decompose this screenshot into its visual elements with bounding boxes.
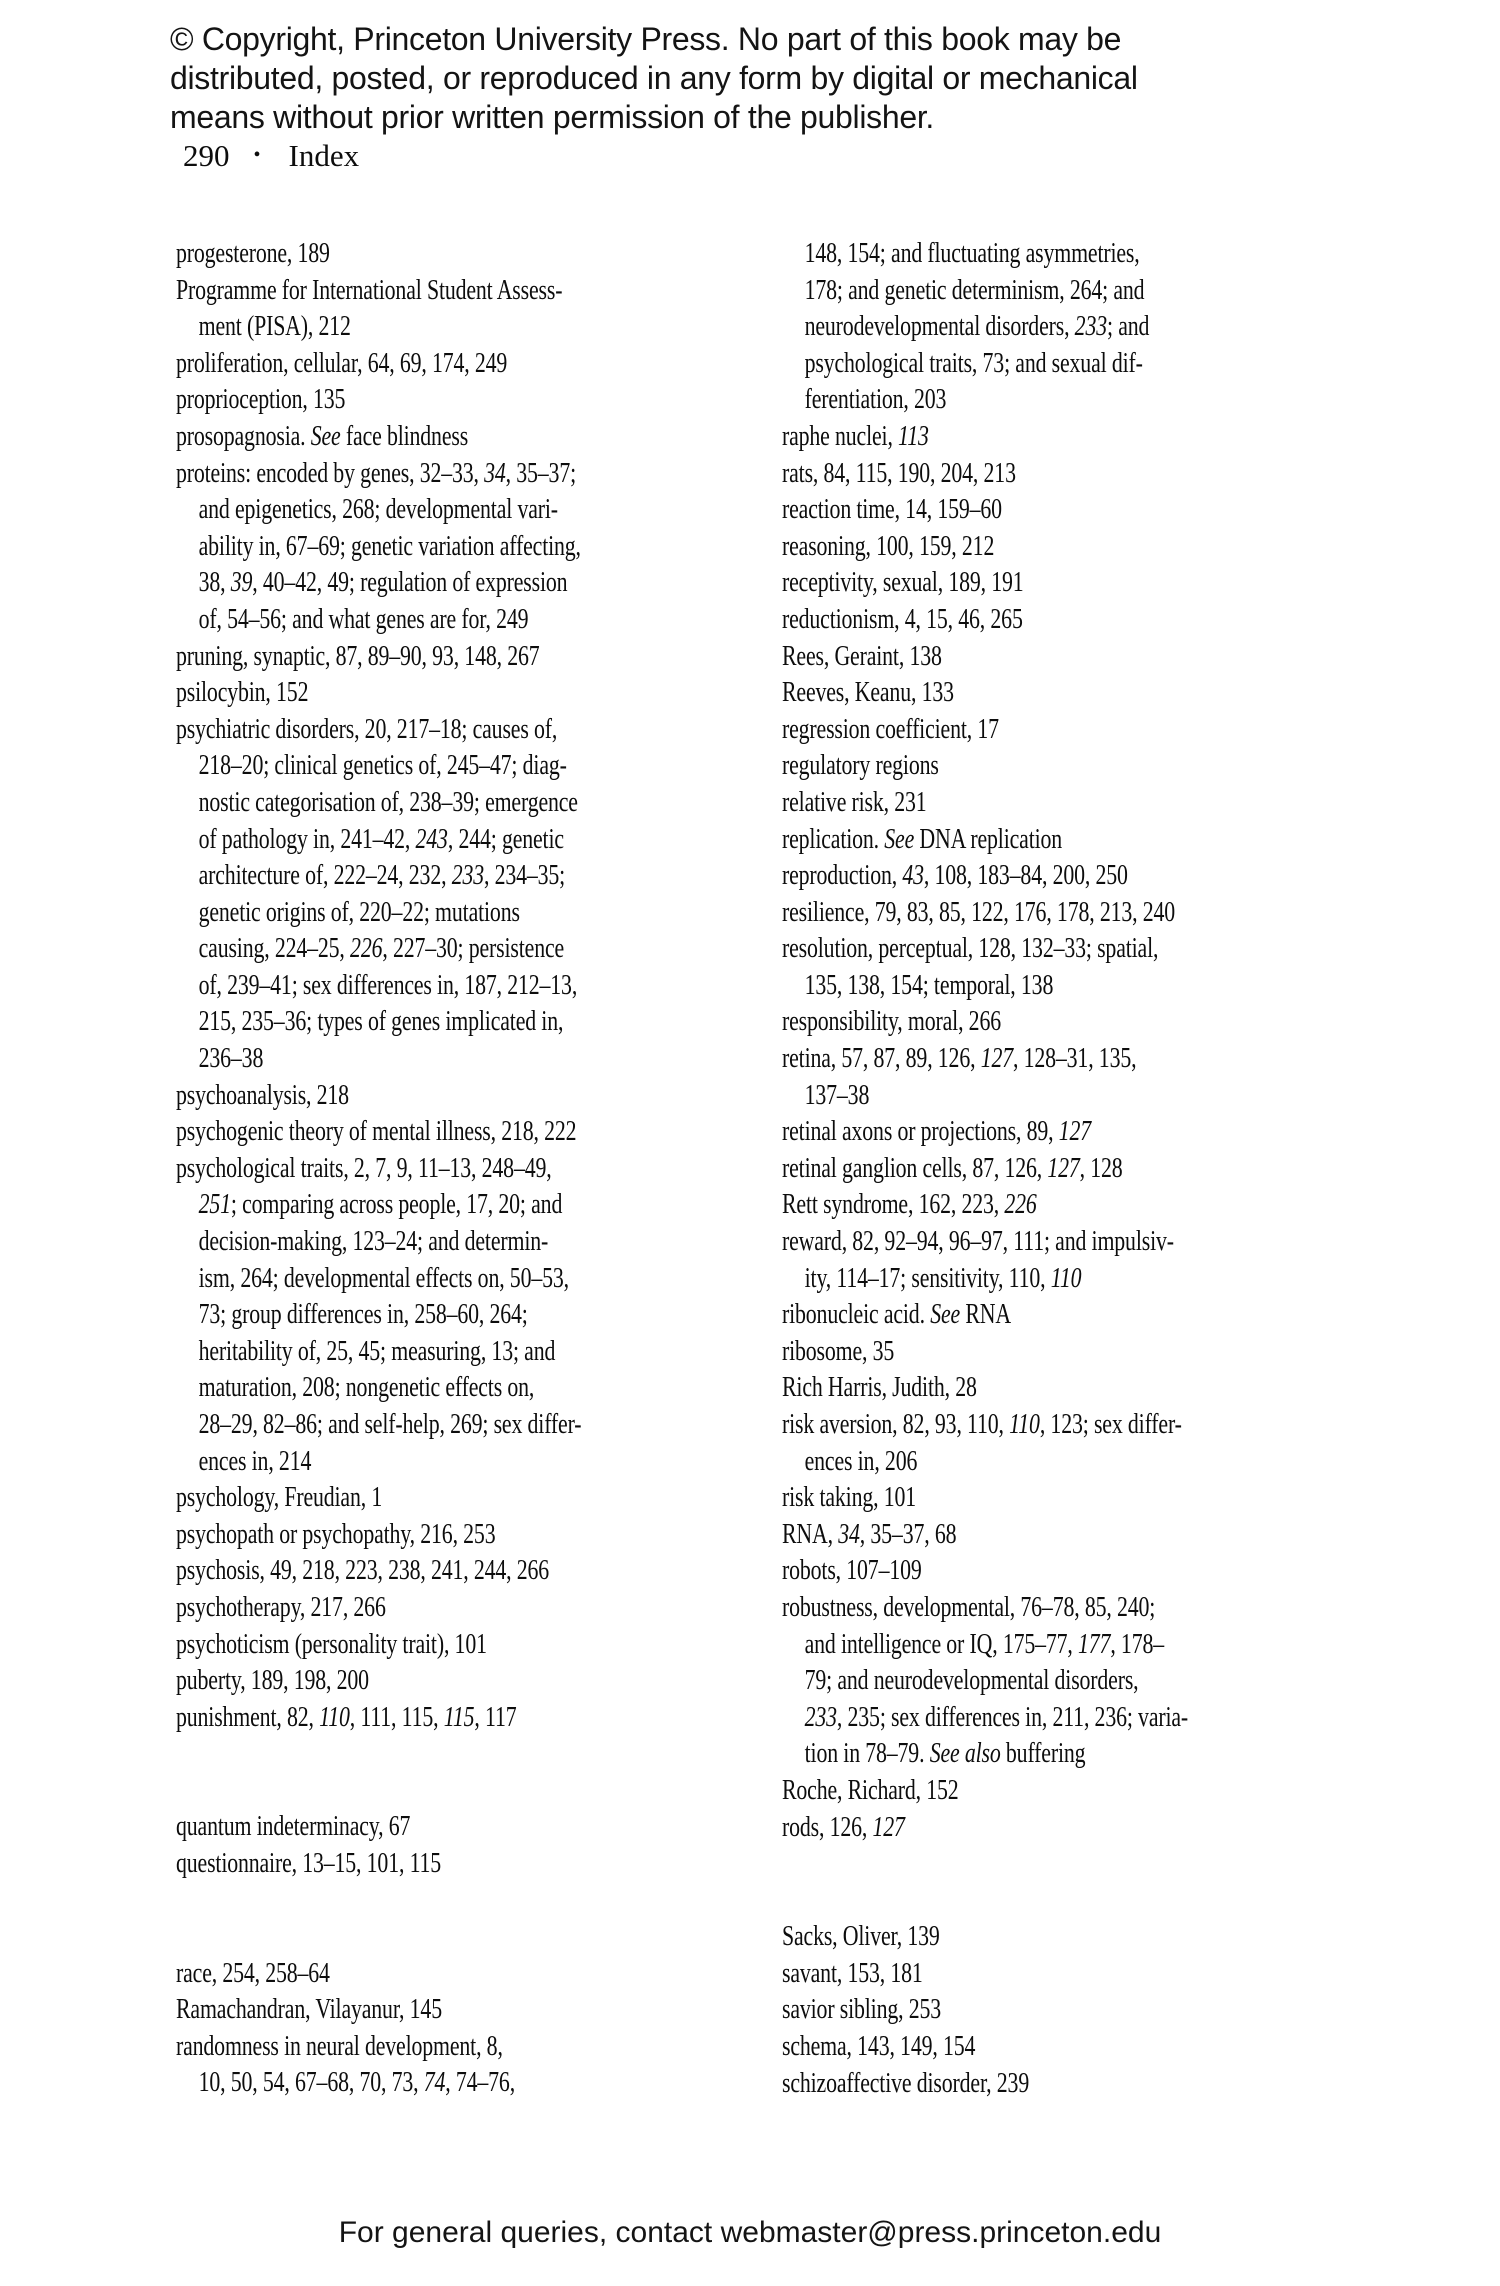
index-line-text: psychological traits, 2, 7, 9, 11–13, 248–49, xyxy=(176,1152,552,1184)
index-line xyxy=(176,419,581,456)
index-line xyxy=(176,1480,581,1517)
index-line-text: psychotherapy, 217, 266 xyxy=(176,1591,386,1623)
index-line-text: ment (PISA), 212 xyxy=(198,311,351,343)
index-line-text: ; and xyxy=(1106,311,1150,343)
index-line xyxy=(176,382,581,419)
index-line-text: rods, 126, xyxy=(782,1811,873,1843)
index-line xyxy=(782,346,1188,383)
index-line-text: heritability of, 25, 45; measuring, 13; and xyxy=(198,1335,556,1367)
index-line xyxy=(782,895,1188,932)
index-line-italic-text: See xyxy=(930,1299,961,1331)
index-line xyxy=(782,968,1188,1005)
index-line xyxy=(176,1261,581,1298)
index-line-text: , 35–37, 68 xyxy=(859,1518,957,1550)
index-line xyxy=(176,1663,581,1700)
index-line-italic-text: 39 xyxy=(230,567,253,599)
index-line xyxy=(782,1444,1188,1481)
index-line-italic-text: 226 xyxy=(1004,1189,1037,1221)
index-line-text: , 244; genetic xyxy=(447,823,564,855)
index-line xyxy=(176,456,581,493)
index-line xyxy=(782,1736,1188,1773)
index-line xyxy=(782,639,1188,676)
index-line-text: schizoaffective disorder, 239 xyxy=(782,2067,1030,2099)
index-line-text: 73; group differences in, 258–60, 264; xyxy=(198,1299,528,1331)
index-line-text: responsibility, moral, 266 xyxy=(782,1006,1001,1038)
index-line-text: progesterone, 189 xyxy=(176,238,330,269)
index-line-text: ribosome, 35 xyxy=(782,1335,895,1367)
index-line xyxy=(782,1773,1188,1810)
index-line xyxy=(176,1553,581,1590)
index-line-text: reductionism, 4, 15, 46, 265 xyxy=(782,603,1023,635)
index-line xyxy=(176,1956,581,1993)
index-line-text: regulatory regions xyxy=(782,750,939,782)
index-line xyxy=(782,492,1188,529)
index-line-text: , 178– xyxy=(1110,1628,1164,1660)
index-line-text: 10, 50, 54, 67–68, 70, 73, xyxy=(198,2067,424,2099)
index-line xyxy=(782,1041,1188,1078)
index-line-text: , 123; sex differ- xyxy=(1039,1409,1182,1440)
index-line-text: decision-making, 123–24; and determin- xyxy=(198,1226,549,1258)
index-line xyxy=(176,785,581,822)
index-line-text: resolution, perceptual, 128, 132–33; spatial, xyxy=(782,933,1159,965)
index-line-text: DNA replication xyxy=(914,823,1063,855)
index-line xyxy=(176,273,581,310)
copyright-line: © Copyright, Princeton University Press. No part of this book may be xyxy=(170,21,1122,57)
running-head xyxy=(183,138,359,174)
index-line xyxy=(176,1151,581,1188)
index-line-text: risk aversion, 82, 93, 110, xyxy=(782,1409,1010,1440)
index-line xyxy=(176,1078,581,1115)
index-line-text: proliferation, cellular, 64, 69, 174, 249 xyxy=(176,347,508,379)
index-line-text: 148, 154; and fluctuating asymmetries, xyxy=(804,238,1140,269)
index-line-text: buffering xyxy=(1000,1738,1086,1770)
index-line xyxy=(782,236,1188,273)
index-line-text: , 234–35; xyxy=(483,860,566,892)
index-line xyxy=(176,1187,581,1224)
index-line-text: , 117 xyxy=(474,1701,517,1733)
index-line-text: neurodevelopmental disorders, xyxy=(804,311,1075,343)
index-line xyxy=(782,1114,1188,1151)
index-line xyxy=(782,2066,1188,2103)
index-line xyxy=(782,748,1188,785)
index-line-text: psychopath or psychopathy, 216, 253 xyxy=(176,1518,496,1550)
index-line xyxy=(782,675,1188,712)
index-line-italic-text: 115 xyxy=(443,1701,475,1733)
index-line xyxy=(782,602,1188,639)
index-line-text: 218–20; clinical genetics of, 245–47; diag- xyxy=(198,750,567,782)
index-line-italic-text: See xyxy=(310,420,341,452)
index-line-text: , 128–31, 135, xyxy=(1013,1043,1137,1075)
index-block xyxy=(782,236,1188,1846)
index-line xyxy=(782,1480,1188,1517)
index-line-text: Roche, Richard, 152 xyxy=(782,1774,959,1806)
index-line-italic-text: 110 xyxy=(1009,1409,1040,1440)
index-line xyxy=(782,2029,1188,2066)
index-line xyxy=(782,1407,1188,1444)
index-line-text: RNA, xyxy=(782,1518,839,1550)
index-line-text: savant, 153, 181 xyxy=(782,1957,923,1989)
index-line-text: ity, 114–17; sensitivity, 110, xyxy=(804,1262,1051,1294)
index-line xyxy=(782,1370,1188,1407)
index-line-italic-text: 74 xyxy=(423,2067,446,2099)
index-line-text: regression coefficient, 17 xyxy=(782,713,999,745)
index-block xyxy=(176,1809,581,1882)
index-line-text: pruning, synaptic, 87, 89–90, 93, 148, 267 xyxy=(176,640,540,672)
index-line-text: psychogenic theory of mental illness, 218, 222 xyxy=(176,1116,577,1148)
index-line-text: race, 254, 258–64 xyxy=(176,1957,330,1989)
index-line-text: and epigenetics, 268; developmental vari- xyxy=(198,494,558,526)
index-line xyxy=(176,1700,581,1737)
index-line xyxy=(782,1261,1188,1298)
index-line xyxy=(176,748,581,785)
copyright-line: distributed, posted, or reproduced in any form by digital or mechanical xyxy=(170,60,1138,96)
index-line-text: ferentiation, 203 xyxy=(804,384,947,416)
index-line xyxy=(782,1956,1188,1993)
index-line xyxy=(782,382,1188,419)
index-line xyxy=(782,1992,1188,2029)
index-line-text: quantum indeterminacy, 67 xyxy=(176,1811,411,1843)
index-line xyxy=(782,273,1188,310)
index-line-text: psilocybin, 152 xyxy=(176,677,309,709)
index-line xyxy=(782,1700,1188,1737)
index-line-text: ability in, 67–69; genetic variation affecting, xyxy=(198,530,581,562)
index-line-text: savior sibling, 253 xyxy=(782,1994,942,2026)
index-line xyxy=(782,1297,1188,1334)
index-line-text: nostic categorisation of, 238–39; emergence xyxy=(198,786,578,818)
index-line-text: architecture of, 222–24, 232, xyxy=(198,860,452,892)
index-line xyxy=(782,1627,1188,1664)
index-column-left xyxy=(176,236,581,2102)
index-line xyxy=(782,1151,1188,1188)
index-line-text: face blindness xyxy=(340,420,469,452)
index-line-text: , 74–76, xyxy=(445,2067,516,2099)
index-column-right xyxy=(782,236,1188,2102)
index-line xyxy=(782,1004,1188,1041)
index-line-italic-text: 34 xyxy=(838,1518,860,1550)
index-line-italic-text: 127 xyxy=(980,1043,1014,1075)
index-line-italic-text: 233 xyxy=(804,1701,837,1733)
index-line-text: 236–38 xyxy=(198,1043,264,1075)
index-line-text: tion in 78–79. xyxy=(804,1738,930,1770)
index-line-text: reproduction, xyxy=(782,860,903,892)
index-line-text: Reeves, Keanu, 133 xyxy=(782,677,954,709)
index-line-italic-text: 34 xyxy=(484,457,506,489)
index-line-text: questionnaire, 13–15, 101, 115 xyxy=(176,1847,442,1879)
index-line xyxy=(782,309,1188,346)
index-line-italic-text: See xyxy=(884,823,915,855)
index-line xyxy=(782,1553,1188,1590)
bullet-separator: • xyxy=(253,144,261,166)
index-line-text: relative risk, 231 xyxy=(782,786,927,818)
index-line-text: prosopagnosia. xyxy=(176,420,311,452)
index-line-text: resilience, 79, 83, 85, 122, 176, 178, 213, 240 xyxy=(782,896,1176,928)
index-line-text: retina, 57, 87, 89, 126, xyxy=(782,1043,981,1075)
index-line-text: 28–29, 82–86; and self-help, 269; sex differ- xyxy=(198,1409,582,1440)
index-line xyxy=(176,675,581,712)
index-line xyxy=(176,2029,581,2066)
index-block xyxy=(176,236,581,1736)
index-line xyxy=(176,309,581,346)
index-line xyxy=(176,931,581,968)
index-line-italic-text: 43 xyxy=(902,860,924,892)
index-line xyxy=(176,1407,581,1444)
index-line-italic-text: 251 xyxy=(198,1189,231,1221)
index-line-text: receptivity, sexual, 189, 191 xyxy=(782,567,1024,599)
index-line-text: and intelligence or IQ, 175–77, xyxy=(804,1628,1079,1660)
index-line xyxy=(782,1224,1188,1261)
index-line-text: ences in, 214 xyxy=(198,1445,312,1477)
index-block xyxy=(176,1956,581,2102)
index-line-text: Ramachandran, Vilayanur, 145 xyxy=(176,1994,442,2026)
index-line-text: psychology, Freudian, 1 xyxy=(176,1482,383,1514)
index-block xyxy=(782,1919,1188,2102)
index-line-text: psychological traits, 73; and sexual dif- xyxy=(804,347,1143,379)
index-line xyxy=(782,822,1188,859)
copyright-notice xyxy=(170,20,1430,137)
index-line-italic-text: 243 xyxy=(415,823,448,855)
index-line-text: retinal ganglion cells, 87, 126, xyxy=(782,1152,1048,1184)
index-line xyxy=(176,236,581,273)
index-line xyxy=(176,895,581,932)
index-line-text: 38, xyxy=(198,567,231,599)
index-line-italic-text: 127 xyxy=(1047,1152,1080,1184)
index-line-text: ; comparing across people, 17, 20; and xyxy=(230,1189,563,1221)
index-line-text: , 35–37; xyxy=(505,457,577,489)
index-line-text: schema, 143, 149, 154 xyxy=(782,2030,976,2062)
index-line-text: proteins: encoded by genes, 32–33, xyxy=(176,457,485,489)
index-line-text: ism, 264; developmental effects on, 50–53, xyxy=(198,1262,569,1294)
index-line xyxy=(176,1846,581,1883)
index-line xyxy=(782,1334,1188,1371)
index-line-text: psychiatric disorders, 20, 217–18; causes of, xyxy=(176,713,558,745)
index-line xyxy=(782,1919,1188,1956)
index-line-text: puberty, 189, 198, 200 xyxy=(176,1665,369,1697)
index-line xyxy=(176,822,581,859)
index-line-text: 178; and genetic determinism, 264; and xyxy=(804,274,1145,306)
index-line-text: Programme for International Student Assess- xyxy=(176,274,563,306)
index-line xyxy=(176,1627,581,1664)
index-line xyxy=(176,1517,581,1554)
index-line-text: , 108, 183–84, 200, 250 xyxy=(923,860,1128,892)
index-line xyxy=(782,1663,1188,1700)
index-line xyxy=(782,1810,1188,1847)
index-line xyxy=(176,1041,581,1078)
index-line-text: Sacks, Oliver, 139 xyxy=(782,1921,940,1953)
index-line xyxy=(176,565,581,602)
index-line-text: 215, 235–36; types of genes implicated in, xyxy=(198,1006,564,1038)
index-line xyxy=(176,1370,581,1407)
index-line xyxy=(782,1187,1188,1224)
page-number: 290 xyxy=(183,138,230,173)
index-line-text: reasoning, 100, 159, 212 xyxy=(782,530,995,562)
index-line-text: , 128 xyxy=(1079,1152,1123,1184)
index-line-text: 79; and neurodevelopmental disorders, xyxy=(804,1665,1139,1697)
index-line xyxy=(176,492,581,529)
index-line-text: punishment, 82, xyxy=(176,1701,320,1733)
index-line-text: RNA xyxy=(960,1299,1011,1331)
index-line-text: Rees, Geraint, 138 xyxy=(782,640,942,672)
index-line-text: , 235; sex differences in, 211, 236; varia- xyxy=(836,1701,1189,1733)
index-line-text: robustness, developmental, 76–78, 85, 240; xyxy=(782,1591,1156,1623)
index-line xyxy=(176,2065,581,2102)
index-line-text: psychoticism (personality trait), 101 xyxy=(176,1628,487,1660)
index-line-text: 135, 138, 154; temporal, 138 xyxy=(804,969,1054,1001)
index-line xyxy=(176,1114,581,1151)
index-line-text: genetic origins of, 220–22; mutations xyxy=(198,896,520,928)
index-line xyxy=(782,456,1188,493)
index-line-text: psychoanalysis, 218 xyxy=(176,1079,349,1111)
index-line-text: rats, 84, 115, 190, 204, 213 xyxy=(782,457,1016,489)
index-line-text: maturation, 208; nongenetic effects on, xyxy=(198,1372,535,1404)
index-line xyxy=(176,1590,581,1627)
index-line xyxy=(176,1992,581,2029)
index-line-italic-text: 177 xyxy=(1078,1628,1111,1660)
index-line xyxy=(782,1517,1188,1554)
index-line xyxy=(176,346,581,383)
index-line xyxy=(176,602,581,639)
index-line-text: Rett syndrome, 162, 223, xyxy=(782,1189,1005,1221)
index-line xyxy=(782,1590,1188,1627)
index-line-italic-text: 233 xyxy=(1074,311,1107,343)
index-line-italic-text: 226 xyxy=(350,933,383,965)
index-line xyxy=(176,858,581,895)
index-line xyxy=(176,712,581,749)
index-line xyxy=(176,639,581,676)
index-line xyxy=(782,858,1188,895)
index-line-italic-text: 113 xyxy=(898,420,929,452)
index-line xyxy=(176,968,581,1005)
index-line-text: causing, 224–25, xyxy=(198,933,351,965)
index-line-italic-text: 110 xyxy=(1050,1262,1082,1294)
index-line-text: randomness in neural development, 8, xyxy=(176,2030,503,2062)
index-line xyxy=(176,1297,581,1334)
index-line-text: ribonucleic acid. xyxy=(782,1299,931,1331)
index-line xyxy=(176,1224,581,1261)
index-line-text: , 40–42, 49; regulation of expression xyxy=(252,567,568,599)
copyright-line: means without prior written permission of the publisher. xyxy=(170,99,935,135)
index-line xyxy=(782,785,1188,822)
section-title: Index xyxy=(288,138,360,173)
index-line xyxy=(782,529,1188,566)
index-line xyxy=(176,1444,581,1481)
index-line-text: of pathology in, 241–42, xyxy=(198,823,416,855)
index-line xyxy=(782,1078,1188,1115)
index-line-italic-text: 233 xyxy=(451,860,484,892)
index-line-text: psychosis, 49, 218, 223, 238, 241, 244, 266 xyxy=(176,1555,550,1587)
index-line-text: of, 239–41; sex differences in, 187, 212–13, xyxy=(198,969,578,1001)
index-line-italic-text: See also xyxy=(929,1738,1001,1770)
index-line xyxy=(176,1809,581,1846)
footer-contact: For general queries, contact webmaster@press.princeton.edu xyxy=(338,2216,1162,2249)
index-line-text: proprioception, 135 xyxy=(176,384,346,416)
index-line xyxy=(176,529,581,566)
index-line-text: reward, 82, 92–94, 96–97, 111; and impulsiv- xyxy=(782,1226,1174,1258)
index-line-text: retinal axons or projections, 89, xyxy=(782,1116,1059,1148)
index-line-text: risk taking, 101 xyxy=(782,1482,917,1514)
index-line-text: , 227–30; persistence xyxy=(382,933,565,965)
index-line-text: raphe nuclei, xyxy=(782,420,899,452)
index-line-italic-text: 110 xyxy=(319,1701,350,1733)
index-line-text: Rich Harris, Judith, 28 xyxy=(782,1372,977,1404)
index-line xyxy=(782,419,1188,456)
index-line-italic-text: 127 xyxy=(872,1811,905,1843)
index-line-text: , 111, 115, xyxy=(349,1701,444,1733)
index-line xyxy=(782,565,1188,602)
index-line-text: ences in, 206 xyxy=(804,1445,918,1477)
index-line xyxy=(176,1334,581,1371)
index-line-italic-text: 127 xyxy=(1058,1116,1092,1148)
index-line-text: robots, 107–109 xyxy=(782,1555,922,1587)
index-line-text: of, 54–56; and what genes are for, 249 xyxy=(198,603,529,635)
index-line-text: replication. xyxy=(782,823,885,855)
index-line-text: 137–38 xyxy=(804,1079,870,1111)
index-line-text: reaction time, 14, 159–60 xyxy=(782,494,1002,526)
index-line xyxy=(782,712,1188,749)
index-line xyxy=(782,931,1188,968)
index-line xyxy=(176,1004,581,1041)
